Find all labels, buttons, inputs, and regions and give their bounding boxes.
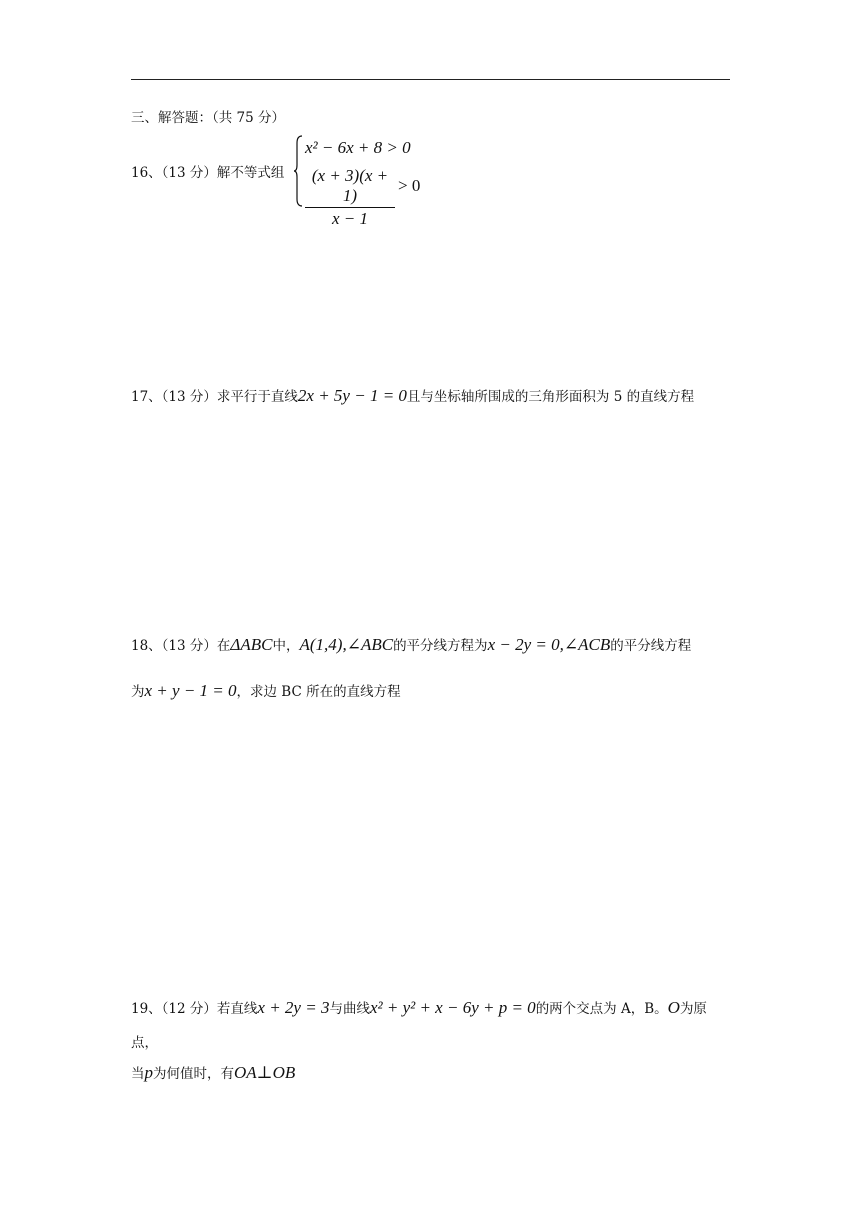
header-rule [131, 79, 730, 80]
q17 [131, 385, 694, 406]
q19-origin: O [667, 998, 680, 1017]
q18-point: A(1,4),∠ABC [299, 635, 394, 654]
q16-fraction-denominator: x − 1 [331, 209, 369, 228]
q18-mid1: 中， [272, 638, 300, 654]
left-brace-icon [293, 135, 303, 207]
q19-p: p [144, 1063, 153, 1082]
q18-prefix: 18、（13 分）在 [131, 638, 231, 654]
q18-line2-suffix: ，求边 BC 所在的直线方程 [236, 684, 401, 700]
q16-label: 16、（13 分）解不等式组 [131, 165, 285, 181]
q18-equation-1: x − 2y = 0,∠ACB [487, 635, 611, 654]
q19-line-1 [131, 997, 707, 1018]
q18-line2-prefix: 为 [131, 684, 145, 700]
q19-line3-prefix: 当 [131, 1066, 145, 1082]
q18-line-1 [131, 634, 691, 655]
q19-line1-end: 为原 [679, 1001, 707, 1017]
q16-fraction [305, 166, 395, 229]
q18-triangle: ΔABC [230, 635, 273, 654]
q19-equation-2: x² + y² + x − 6y + p = 0 [369, 998, 536, 1017]
q17-equation: 2x + 5y − 1 = 0 [297, 386, 407, 405]
q19-mid1: 与曲线 [329, 1001, 370, 1017]
q18-line-2 [131, 680, 401, 701]
fraction-bar [305, 207, 395, 208]
q19-line3-mid: 为何值时，有 [153, 1066, 234, 1082]
q16-fraction-relation: > 0 [398, 176, 421, 195]
q16-inequality-1: x² − 6x + 8 > 0 [305, 138, 411, 157]
q18-mid2: 的平分线方程为 [393, 638, 488, 654]
q18-mid3: 的平分线方程 [610, 638, 692, 654]
q19-line-2: 点， [131, 1035, 158, 1051]
q19-prefix: 19、（12 分）若直线 [131, 1001, 258, 1017]
q19-perpendicular: OA⊥OB [234, 1063, 296, 1082]
section-title: 三、解答题：（共 75 分） [131, 110, 286, 126]
q18-equation-2: x + y − 1 = 0 [144, 681, 237, 700]
q19-line-3 [131, 1062, 295, 1083]
q17-suffix: 且与坐标轴所围成的三角形面积为 5 的直线方程 [406, 389, 695, 405]
q17-prefix: 17、（13 分）求平行于直线 [131, 389, 298, 405]
q16-fraction-numerator: (x + 3)(x + 1) [311, 166, 389, 205]
q19-mid2: 的两个交点为 A，B。 [535, 1001, 668, 1017]
q19-equation-1: x + 2y = 3 [257, 998, 330, 1017]
